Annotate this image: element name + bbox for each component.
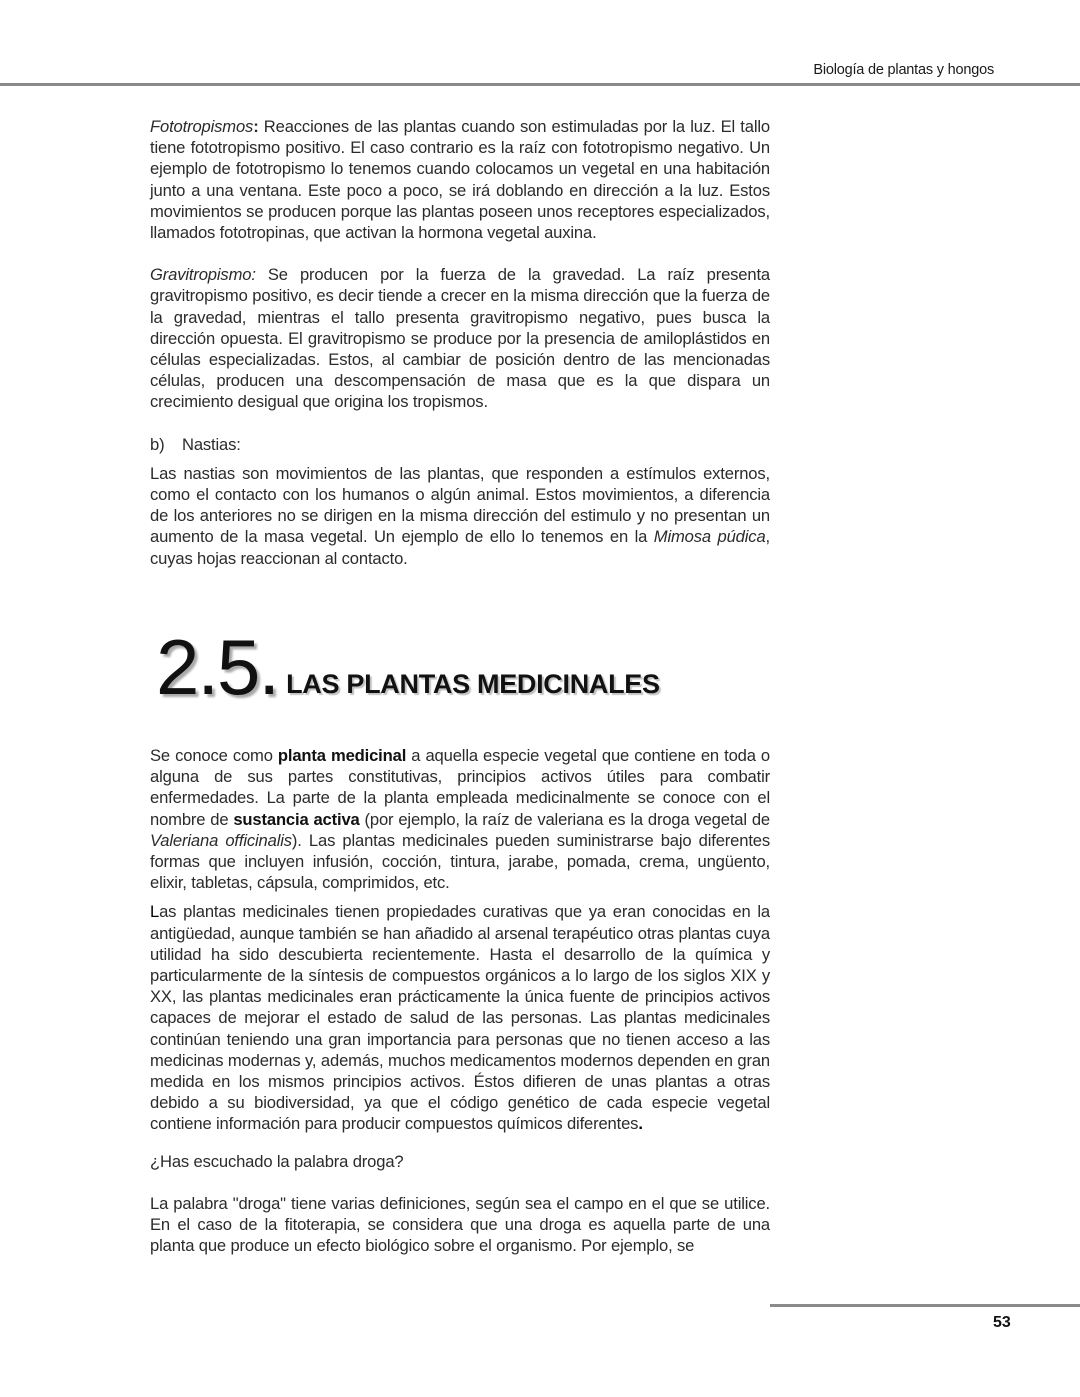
footer-divider (770, 1304, 1080, 1307)
nastias-text-before: Las nastias son movimientos de las plantas, que responden a estímulos externos, como el contacto con los humanos o algún animal. Estos movimientos, a diferencia de los anteriores no se dirigen en la misma dirección del estimulo y no presentan un aumento de la masa vegetal. Un ejemplo de ello lo tenemos en la (150, 463, 770, 547)
nastias-heading (150, 434, 770, 455)
header-divider (0, 83, 1080, 86)
tropisms-content (150, 116, 770, 569)
history-paragraph (150, 901, 770, 1134)
history-text: as plantas medicinales tienen propiedades curativas que ya eran conocidas en la antigüedad, aunque también se han añadido al arsenal terapéutico otras plantas cuya utilidad ha sido descubierta recientemente. Hasta el desarrollo de la química y particularmente de la síntesis de compuestos orgánicos a lo largo de los siglos XIX y XX, las plantas medicinales eran prácticamente la única fuente de principios activos capaces de mejorar el estado de salud de las personas. Las plantas medicinales continúan teniendo una gran importancia para personas que no tienen acceso a las medicinas modernas y, además, muchos medicamentos modernos dependen en gran medida en los mismos principios activos. Éstos difieren de unas plantas a otras debido a su biodiversidad, ya que el código genético de cada especie vegetal contiene información para producir compuestos químicos diferentes (150, 902, 770, 1134)
history-first-letter: L (150, 902, 160, 922)
nastias-heading-text: Nastias: (182, 434, 241, 454)
sustancia-activa-term: sustancia activa (233, 809, 360, 829)
list-label-b: b) (150, 434, 165, 454)
history-final-period: . (638, 1114, 643, 1134)
question-paragraph: ¿Has escuchado la palabra droga? (150, 1151, 404, 1171)
droga-paragraph: La palabra "droga" tiene varias definiciones, según sea el campo en el que se utilice. En el caso de la fitoterapia, se considera que una droga es aquella parte de una planta que produce un efecto biológico sobre el organismo. Por ejemplo, se (150, 1193, 770, 1256)
planta-medicinal-term: planta medicinal (277, 746, 407, 765)
medicinal-plants-content (150, 745, 770, 1256)
page-number: 53 (993, 1314, 1011, 1331)
section-number: 2.5. (156, 623, 279, 711)
gravitropismo-text: Se producen por la fuerza de la gravedad. La raíz presenta gravitropismo positivo, es decir tiende a crecer en la misma dirección que la fuerza de la gravedad, mientras el tallo presenta gravitropismo negativo, pues busca la dirección opuesta. El gravitropismo se produce por la presencia de amiloplástidos en células especializadas. Estos, al cambiar de posición dentro de las mencionadas células, producen una descompensación de masa que es la que dispara un crecimiento desigual que origina los tropismos. (150, 265, 770, 412)
gravitropismo-paragraph (150, 264, 770, 412)
definition-text-2: a aquella especie vegetal que contiene en toda o alguna de sus partes constitutivas, principios activos útiles para combatir enfermedades. La parte de la planta empleada medicinalmente se conoce con el nombre de (150, 746, 771, 829)
fototropismos-paragraph (150, 116, 770, 243)
running-header-title: Biología de plantas y hongos (813, 62, 994, 78)
fototropismos-term: Fototropismos (150, 117, 254, 136)
valeriana-species: Valeriana officinalis (150, 830, 292, 850)
mimosa-species: Mimosa púdica (653, 527, 766, 547)
fototropismos-colon: : (253, 117, 259, 136)
fototropismos-text: Reacciones de las plantas cuando son estimuladas por la luz. El tallo tiene fototropismo positivo. El caso contrario es la raíz con fototropismo negativo. Un ejemplo de fototropismo lo tenemos cuando colocamos un vegetal en una habitación junto a una ventana. Este poco a poco, se irá doblando en dirección a la luz. Estos movimientos se producen porque las plantas poseen unos receptores especializados, llamados fototropinas, que activan la hormona vegetal auxina. (150, 117, 770, 243)
gravitropismo-term: Gravitropismo: (150, 265, 256, 285)
section-heading (156, 623, 660, 711)
nastias-paragraph (150, 463, 770, 569)
definition-paragraph (150, 745, 770, 893)
definition-text-3: (por ejemplo, la raíz de valeriana es la droga vegetal de (359, 809, 770, 829)
definition-text-1: Se conoce como (150, 746, 278, 765)
nastias-text-after: , cuyas hojas reaccionan al contacto. (150, 527, 770, 568)
section-title: LAS PLANTAS MEDICINALES (286, 669, 660, 699)
definition-text-4: ). Las plantas medicinales pueden suministrarse bajo diferentes formas que incluyen infusión, cocción, tintura, jarabe, pomada, crema, ungüento, elixir, tabletas, cápsula, comprimidos, etc. (150, 830, 771, 893)
